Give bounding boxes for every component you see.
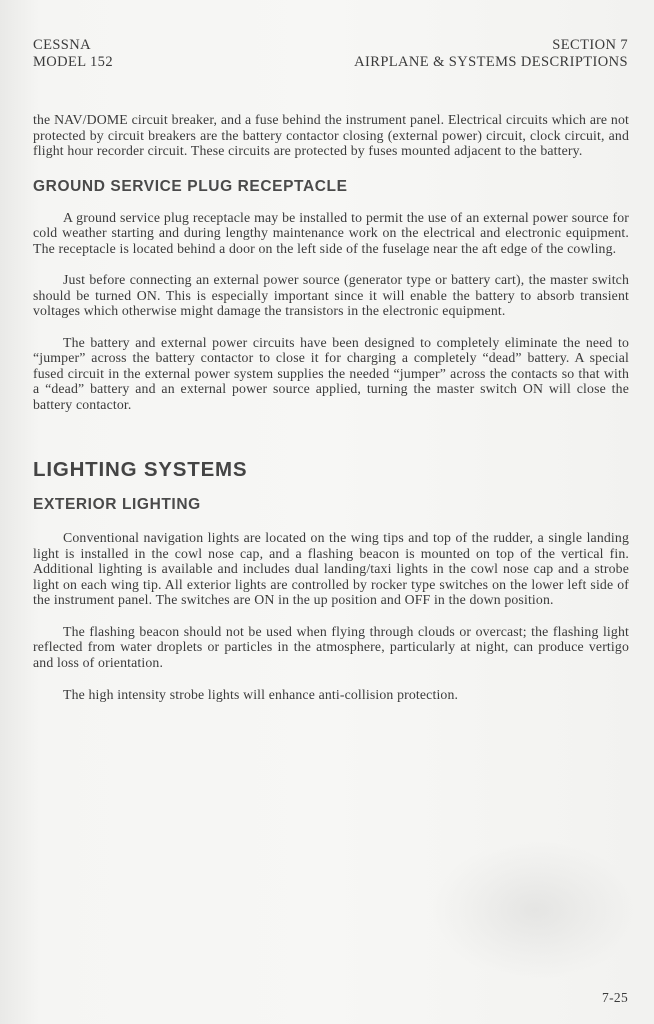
paragraph-strobe-lights: The high intensity strobe lights will enhance anti-collision protection. (63, 687, 459, 702)
header-model: MODEL 152 (33, 54, 113, 70)
paper-smudge (430, 840, 640, 980)
header-left (33, 37, 113, 71)
page-number: 7-25 (602, 990, 628, 1005)
header-manufacturer: CESSNA (33, 37, 91, 53)
paragraph-ground-plug-description: A ground service plug receptacle may be installed to permit the use of an external power source for cold weather starting and during lengthy maintenance work on the electrical and electronic equipment. The receptacle is located behind a door on the left side of the fuselage near the aft edge of the cowling. (33, 209, 629, 256)
paragraph-battery-jumper: The battery and external power circuits have been designed to completely eliminate the need to “jumper” across the battery contactor to close it for charging a completely “dead” battery. A special fused circuit in the external power system supplies the needed “jumper” across the contacts so that with a “dead” battery and an external power source applied, turning the master switch ON will close the battery contactor. (33, 334, 629, 412)
paragraph-flashing-beacon: The flashing beacon should not be used when flying through clouds or overcast; the flashing light reflected from water droplets or particles in the atmosphere, particularly at night, can produce vertigo and loss of orientation. (33, 623, 629, 670)
paragraph-external-power-connect: Just before connecting an external power source (generator type or battery cart), the master switch should be turned ON. This is especially important since it will enable the battery to absorb transient voltages which otherwise might damage the transistors in the electronic equipment. (33, 272, 629, 318)
heading-lighting-systems: LIGHTING SYSTEMS (33, 458, 248, 481)
page-body (33, 112, 629, 703)
header-section-title: AIRPLANE & SYSTEMS DESCRIPTIONS (354, 54, 628, 70)
header-section: SECTION 7 (552, 37, 628, 53)
header-right (354, 37, 628, 71)
heading-exterior-lighting: EXTERIOR LIGHTING (33, 496, 201, 513)
heading-ground-service-plug: GROUND SERVICE PLUG RECEPTACLE (33, 177, 348, 195)
paragraph-circuit-protection: the NAV/DOME circuit breaker, and a fuse behind the instrument panel. Electrical circuits which are not protected by circuit breakers are the battery contactor closing (external power) circuit, clock circuit, and flight hour recorder circuit. These circuits are protected by fuses mounted adjacent to the battery. (33, 112, 629, 158)
paragraph-navigation-lights: Conventional navigation lights are located on the wing tips and top of the rudder, a single landing light is installed in the cowl nose cap, and a flashing beacon is mounted on top of the vertical fin. Additional lighting is available and includes dual landing/taxi lights in the cowl nose cap and a strobe light on each wing tip. All exterior lights are controlled by rocker type switches on the lower left side of the instrument panel. The switches are ON in the up position and OFF in the down position. (33, 530, 629, 607)
